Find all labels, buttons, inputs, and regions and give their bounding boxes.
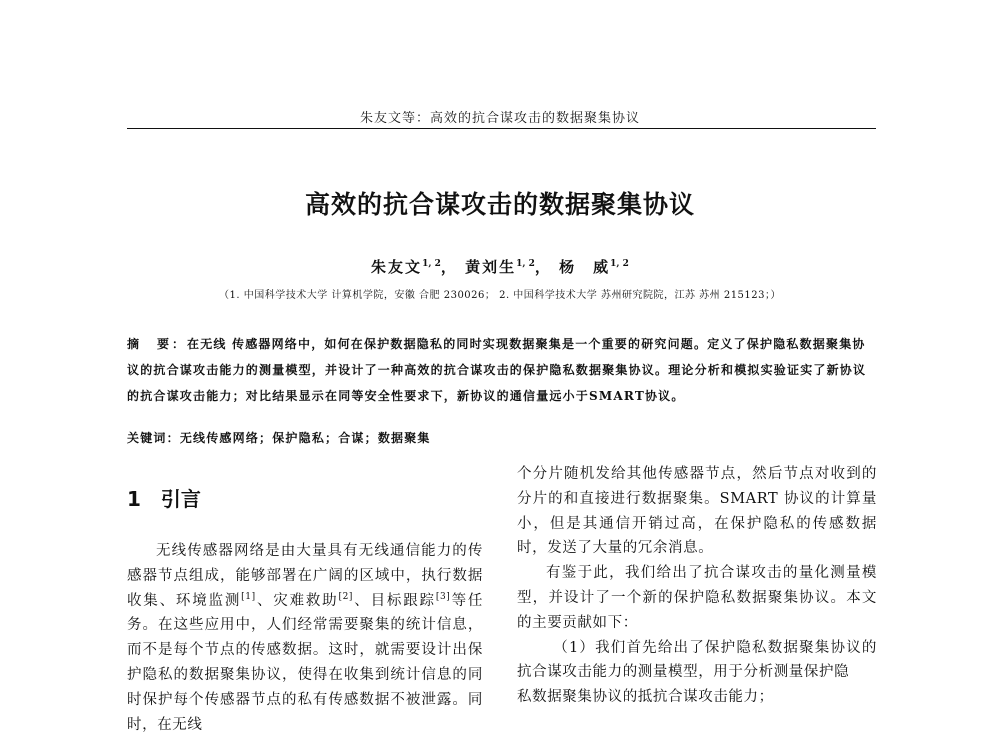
author-affiliation-mark: 1, 2 xyxy=(610,259,629,269)
running-head: 朱友文等：高效的抗合谋攻击的数据聚集协议 xyxy=(359,111,640,126)
body-text: 无线传感器网络是由大量具有无线通信能力的传感器节点组成，能够部署在广阔的区域中，执行数据收集、环境监测 xyxy=(127,543,483,609)
right-column xyxy=(517,462,877,710)
citation: [1] xyxy=(241,591,256,602)
body-paragraph: 有鉴于此，我们给出了抗合谋攻击的量化测量模型，并设计了一个新的保护隐私数据聚集协议。本文的主要贡献如下： xyxy=(517,565,877,631)
body-text: 、目标跟踪 xyxy=(353,592,436,609)
keywords-text: 无线传感网络；保护隐私；合谋；数据聚集 xyxy=(179,431,431,445)
citation: [3] xyxy=(435,591,451,602)
body-paragraph xyxy=(127,539,483,737)
author-affiliation-mark: 1, 2 xyxy=(422,259,441,269)
author-list: 朱友文$^{1, 2}$， 黄刘生$^{1, 2}$， 杨 威$^{1, 2}$ xyxy=(371,258,629,276)
section-heading xyxy=(127,483,201,512)
keywords xyxy=(127,429,877,446)
author-name: 杨 威 xyxy=(559,258,611,276)
affiliation: （1. 中国科学技术大学 计算机学院，安徽 合肥 230026； 2. 中国科学技术大学 苏州研究院院，江苏 苏州 215123；） xyxy=(218,290,782,301)
body-text: 等任务。在这些应用中，人们经常需要聚集的统计信息，而不是每个节点的传感数据。这时，就需要设计出保护隐私的数据聚集协议，使得在收集到统计信息的同时保护每个传感器节点的私有传感数据不被泄露。同时，在无线 xyxy=(127,592,484,733)
author-affiliation-mark: 1, 2 xyxy=(516,259,535,269)
abstract-label: 摘 要： xyxy=(127,337,188,351)
author-name: 朱友文 xyxy=(371,258,423,276)
author-name: 黄刘生 xyxy=(465,258,517,276)
paper-title: 高效的抗合谋攻击的数据聚集协议 xyxy=(304,190,695,219)
left-column xyxy=(127,539,483,737)
abstract-text: 在无线 传感器网络中，如何在保护数据隐私的同时实现数据聚集是一个重要的研究问题。定义了保护隐私数据聚集协议的抗合谋攻击能力的测量模型，并设计了一种高效的抗合谋攻击的保护隐私数据聚集协议。理论分析和模拟实验证实了新协议的抗合谋攻击能力；对比结果显示在同等安全性要求下，新协议的通信量远小于SMART协议。 xyxy=(127,337,867,403)
header-rule xyxy=(127,128,876,129)
body-paragraph: 个分片随机发给其他传感器节点，然后节点对收到的分片的和直接进行数据聚集。SMART 协议的计算量小，但是其通信开销过高，在保护隐私的传感数据时，发送了大量的冗余消息。 xyxy=(517,466,877,557)
keywords-label: 关键词： xyxy=(127,431,180,445)
body-paragraph: （1）我们首先给出了保护隐私数据聚集协议的抗合谋攻击能力的测量模型，用于分析测量保护隐 xyxy=(517,639,877,681)
body-paragraph: 私数据聚集协议的抵抗合谋攻击能力； xyxy=(517,689,774,706)
section-title: 引言 xyxy=(160,487,201,511)
section-number: 1 xyxy=(127,487,141,511)
citation: [2] xyxy=(338,591,354,602)
abstract xyxy=(127,331,877,409)
body-text: 、灾难救助 xyxy=(255,592,339,609)
